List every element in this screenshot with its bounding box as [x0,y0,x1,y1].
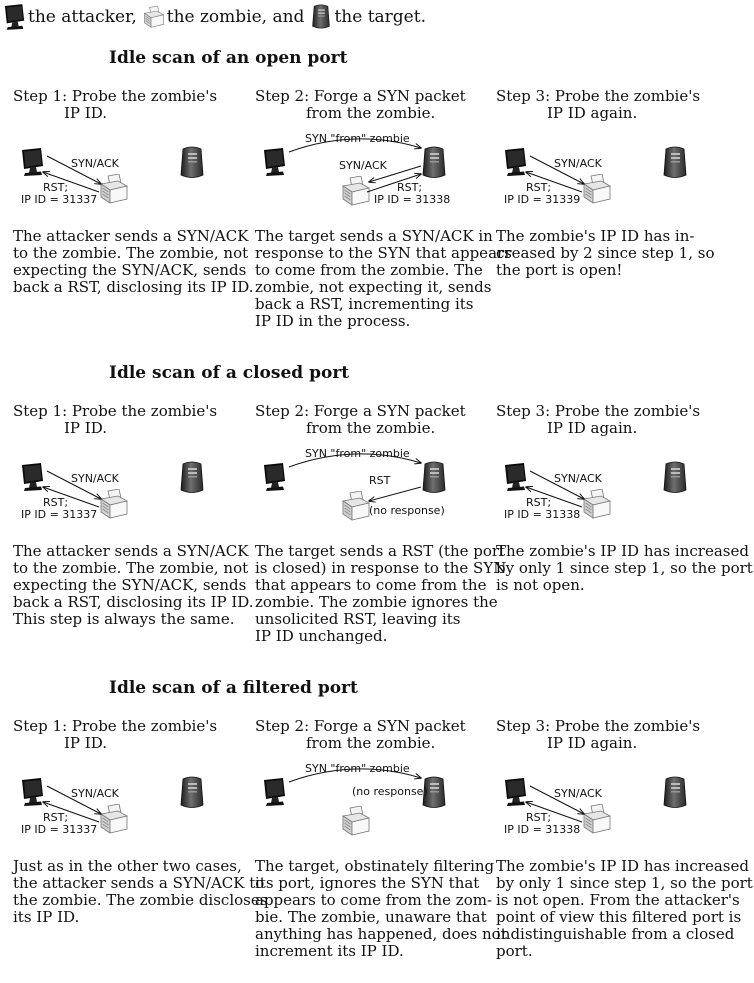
step-heading-line: Step 3: Probe the zombie's [496,717,701,735]
rst-label: RST; [43,811,69,824]
zombie-printer-icon [584,489,610,518]
diagram-step2 [255,445,491,521]
diagram-step2 [255,760,491,836]
step-description [13,542,254,628]
attacker-monitor-icon [22,778,43,806]
desc-line: appears to come from the zom- [255,891,493,909]
desc-line: This step is always the same. [13,610,235,628]
rst-label: RST; [526,496,552,509]
desc-line: is not open. From the attacker's [496,891,740,909]
diagram-step3 [496,453,732,529]
section-title-open: Idle scan of an open port [109,48,348,68]
ipid-label: IP ID = 31337 [21,193,98,206]
desc-line: creased by 2 since step 1, so [496,244,715,262]
step-heading-line: IP ID again. [547,419,638,437]
step-heading [13,718,217,752]
rst-label: RST; [43,496,69,509]
attacker-monitor-icon [264,463,285,491]
section-title-closed: Idle scan of a closed port [109,363,350,383]
desc-line: back a RST, incrementing its [255,295,474,313]
desc-line: is not open. [496,576,585,594]
legend-zombie-label: the zombie, and [166,7,305,27]
attacker-monitor-icon [264,148,285,176]
desc-line: The target sends a RST (the port [255,542,506,560]
printer-icon [143,4,165,30]
step-description [255,227,512,330]
step-heading [255,718,466,752]
desc-line: The zombie's IP ID has in- [496,227,695,245]
rst-arrow [369,487,421,501]
desc-line: the zombie. The zombie discloses [13,891,268,909]
rst-label: RST; [397,181,423,194]
desc-line: The attacker sends a SYN/ACK [13,227,249,245]
zombie-printer-icon [101,804,127,833]
synack-label: SYN/ACK [71,157,119,170]
synack-label: SYN/ACK [554,787,602,800]
step-heading-line: from the zombie. [306,734,436,752]
diagram-step1 [13,768,249,844]
legend-target-label: the target. [334,7,426,27]
step-heading-line: Step 3: Probe the zombie's [496,87,701,105]
target-tower-icon [181,777,203,808]
attacker-monitor-icon [505,148,526,176]
target-tower-icon [423,147,445,178]
desc-line: is closed) in response to the SYN [255,559,507,577]
step-heading [255,88,466,122]
syn-from-zombie-label: SYN "from" zombie [305,762,410,775]
synack-label: SYN/ACK [71,472,119,485]
target-tower-icon [664,147,686,178]
desc-line: the attacker sends a SYN/ACK to [13,874,265,892]
step-heading [255,403,466,437]
zombie-printer-icon [343,491,369,520]
section-title-filtered: Idle scan of a filtered port [109,678,358,698]
step-heading-line: IP ID again. [547,734,638,752]
step-heading-line: from the zombie. [306,104,436,122]
desc-line: The zombie's IP ID has increased [496,857,749,875]
zombie-printer-icon [343,176,369,205]
desc-line: point of view this filtered port is [496,908,742,926]
attacker-monitor-icon [264,778,285,806]
desc-line: IP ID unchanged. [255,627,388,645]
step-description [255,542,507,645]
desc-line: indistinguishable from a closed [496,925,735,943]
step-description [13,227,254,296]
desc-line: to the zombie. The zombie, not [13,559,249,577]
desc-line: to come from the zombie. The [255,261,483,279]
target-tower-icon [181,462,203,493]
target-tower-icon [181,147,203,178]
zombie-printer-icon [584,174,610,203]
synack-label: SYN/ACK [554,157,602,170]
desc-line: by only 1 since step 1, so the port [496,874,753,892]
legend-attacker-label: the attacker, [28,7,137,27]
desc-line: Just as in the other two cases, [13,857,242,875]
desc-line: back a RST, disclosing its IP ID. [13,593,254,611]
desc-line: its IP ID. [13,908,80,926]
step-heading-line: Step 3: Probe the zombie's [496,402,701,420]
desc-line: response to the SYN that appears [255,244,512,262]
attacker-monitor-icon [22,463,43,491]
no-response-label: (no response) [369,504,445,517]
ipid-label: IP ID = 31337 [21,508,98,521]
step-description [496,228,732,279]
diagram-step1 [13,453,249,529]
rst-label: RST; [43,181,69,194]
step-heading-line: IP ID again. [547,104,638,122]
syn-from-zombie-label: SYN "from" zombie [305,447,410,460]
step-heading-line: from the zombie. [306,419,436,437]
desc-line: its port, ignores the SYN that [255,874,480,892]
desc-line: to the zombie. The zombie, not [13,244,249,262]
desc-line: the port is open! [496,261,623,279]
no-response-label: (no response) [352,785,428,798]
step-description [255,857,507,960]
synack-label: SYN/ACK [339,159,387,172]
step-heading [496,403,700,437]
step-heading [496,88,700,122]
diagram-step3 [496,768,732,844]
synack-label: SYN/ACK [554,472,602,485]
desc-line: port. [496,942,533,960]
computer-monitor-icon [4,4,26,30]
step-heading-line: Step 2: Forge a SYN packet [255,717,466,735]
desc-line: back a RST, disclosing its IP ID. [13,278,254,296]
attacker-monitor-icon [505,463,526,491]
target-tower-icon [664,462,686,493]
step-heading-line: IP ID. [64,734,107,752]
desc-line: The target sends a SYN/ACK in [255,227,493,245]
zombie-printer-icon [584,804,610,833]
desc-line: by only 1 since step 1, so the port [496,559,753,577]
legend [4,2,432,32]
attacker-monitor-icon [505,778,526,806]
target-tower-icon [423,462,445,493]
desc-line: The zombie's IP ID has increased [496,542,749,560]
diagram-step3 [496,138,732,214]
step-heading-line: Step 1: Probe the zombie's [13,402,218,420]
zombie-printer-icon [343,806,369,835]
diagram-step1 [13,138,249,214]
rst-label: RST; [526,181,552,194]
desc-line: increment its IP ID. [255,942,404,960]
step-heading-line: Step 1: Probe the zombie's [13,717,218,735]
ipid-label: IP ID = 31338 [374,193,451,206]
step-description [496,542,753,594]
step-heading [13,403,217,437]
ipid-label: IP ID = 31337 [21,823,98,836]
ipid-label: IP ID = 31338 [504,508,581,521]
desc-line: zombie. The zombie ignores the [255,593,498,611]
step-heading [496,718,700,752]
desc-line: unsolicited RST, leaving its [255,610,461,628]
step-heading-line: IP ID. [64,104,107,122]
attacker-monitor-icon [22,148,43,176]
step-description [496,857,753,960]
synack-label: SYN/ACK [71,787,119,800]
step-heading-line: Step 2: Forge a SYN packet [255,87,466,105]
desc-line: bie. The zombie, unaware that [255,908,487,926]
desc-line: expecting the SYN/ACK, sends [13,576,247,594]
rst-label: RST [369,474,391,487]
desc-line: expecting the SYN/ACK, sends [13,261,247,279]
desc-line: The target, obstinately filtering [255,857,495,875]
step-heading-line: Step 1: Probe the zombie's [13,87,218,105]
desc-line: anything has happened, does not [255,925,507,943]
step-heading [13,88,217,122]
step-heading-line: Step 2: Forge a SYN packet [255,402,466,420]
step-description [13,857,268,926]
syn-from-zombie-label: SYN "from" zombie [305,132,410,145]
zombie-printer-icon [101,489,127,518]
target-tower-icon [664,777,686,808]
ipid-label: IP ID = 31339 [504,193,581,206]
rst-label: RST; [526,811,552,824]
diagram-step2 [255,130,491,206]
step-heading-line: IP ID. [64,419,107,437]
zombie-printer-icon [101,174,127,203]
desc-line: The attacker sends a SYN/ACK [13,542,249,560]
ipid-label: IP ID = 31338 [504,823,581,836]
desc-line: IP ID in the process. [255,312,411,330]
desc-line: zombie, not expecting it, sends [255,278,492,296]
server-tower-icon [310,4,332,30]
desc-line: that appears to come from the [255,576,487,594]
